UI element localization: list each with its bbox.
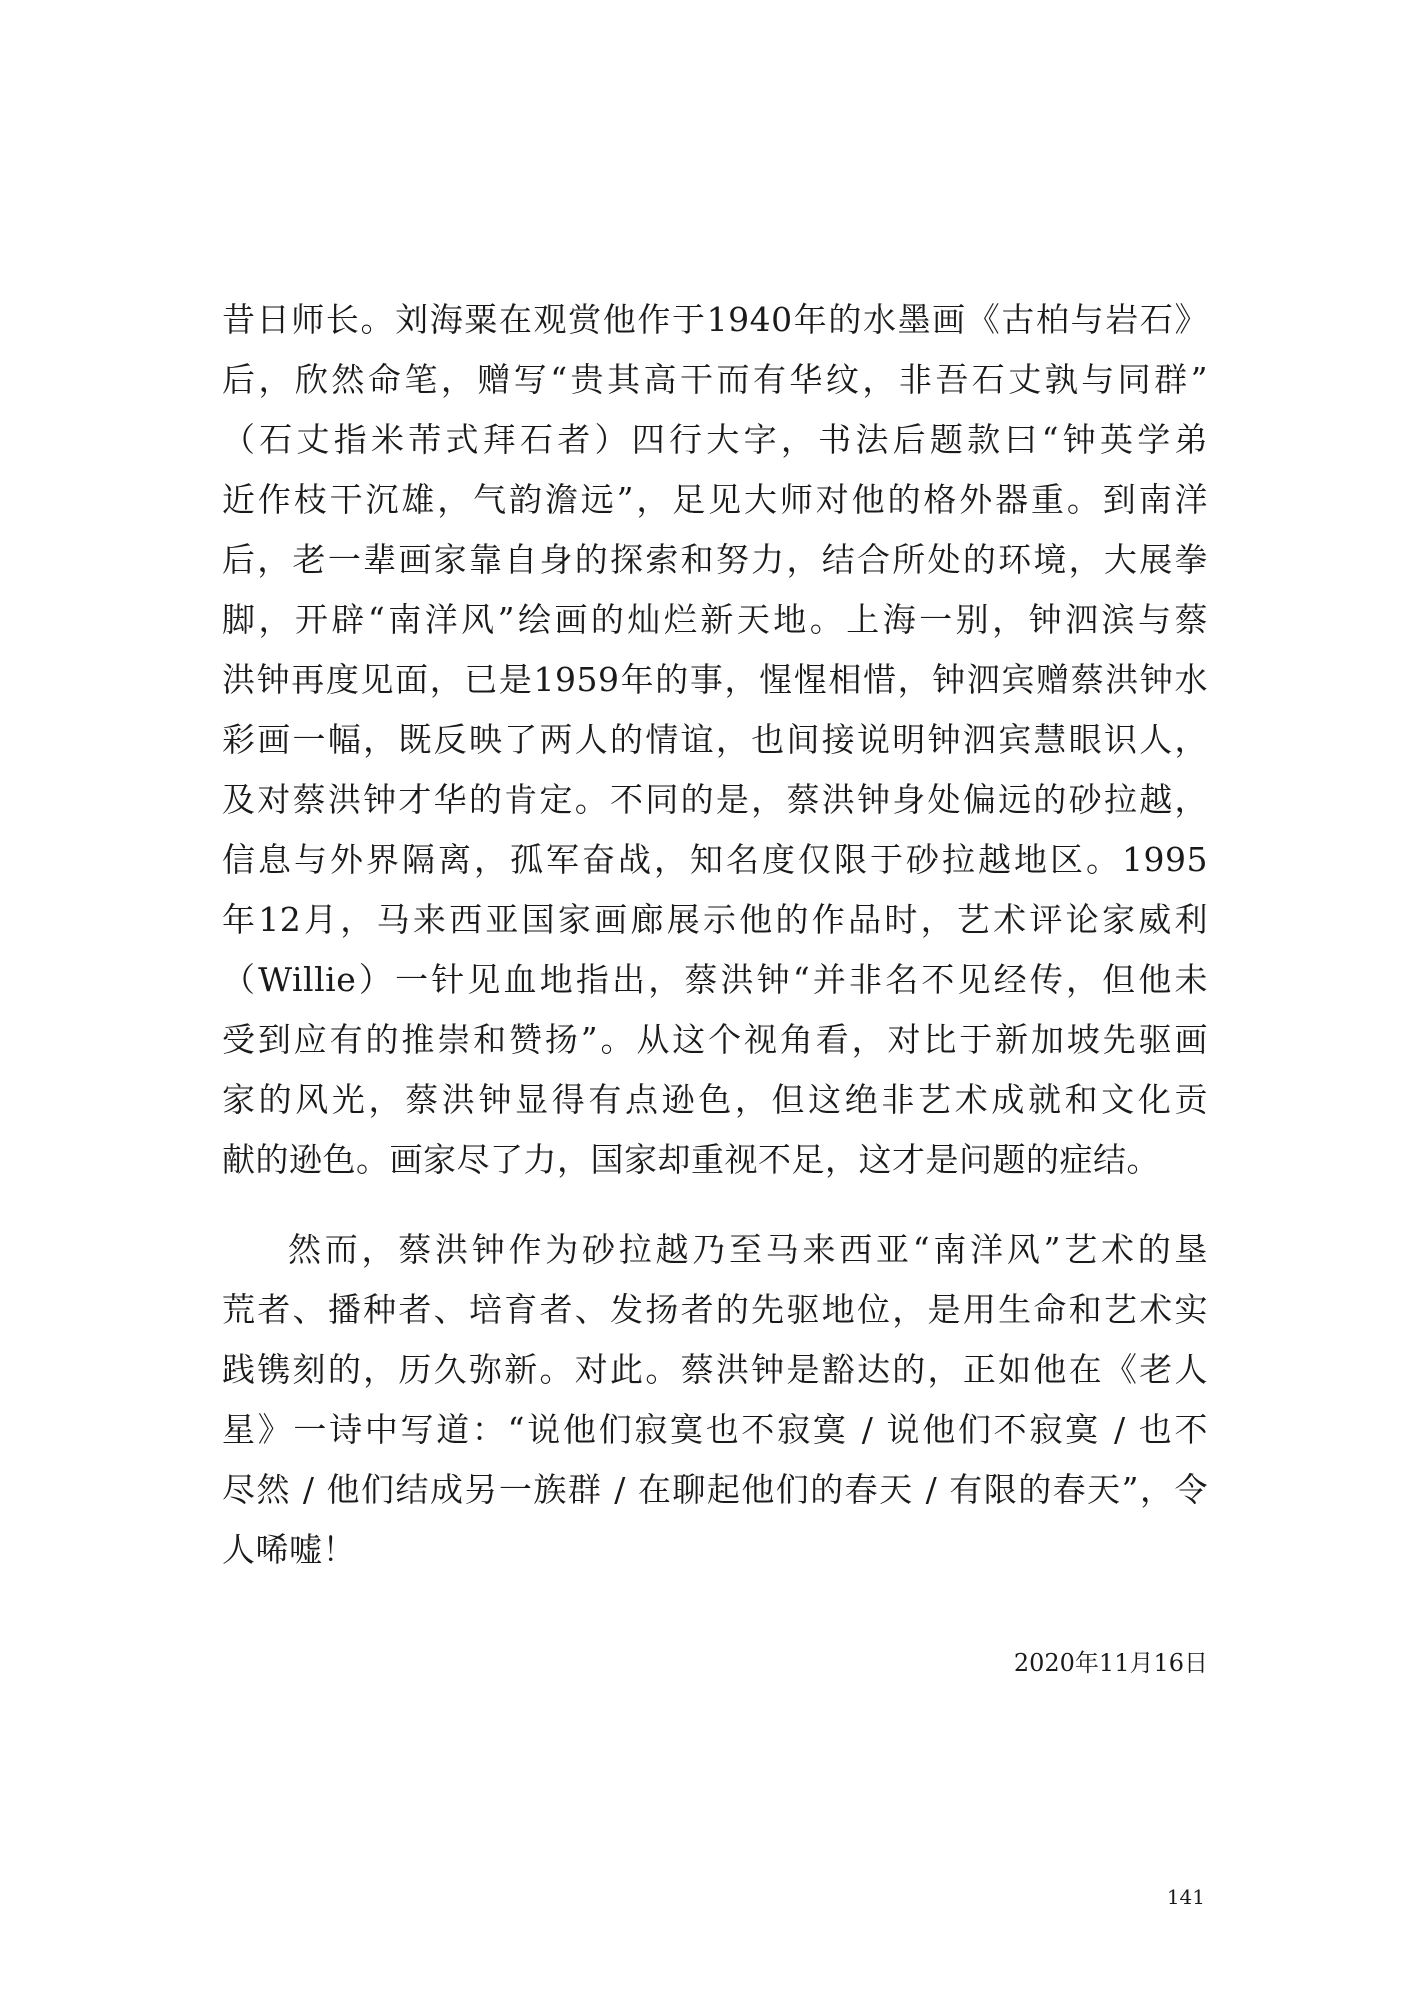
text-line: 献的逊色。画家尽了力，国家却重视不足，这才是问题的症结。	[222, 1140, 1160, 1179]
text-line: 荒者、播种者、培育者、发扬者的先驱地位，是用生命和艺术实	[222, 1290, 1208, 1329]
text-line: 年12月，马来西亚国家画廊展示他的作品时，艺术评论家威利	[222, 900, 1208, 939]
paragraph-1	[222, 290, 1208, 1190]
text-line: （Willie）一针见血地指出，蔡洪钟“并非名不见经传，但他未	[222, 960, 1208, 999]
text-line: 星》一诗中写道：“说他们寂寞也不寂寞 / 说他们不寂寞 / 也不	[222, 1410, 1208, 1449]
text-line: 信息与外界隔离，孤军奋战，知名度仅限于砂拉越地区。1995	[222, 840, 1208, 879]
text-line: 洪钟再度见面，已是1959年的事，惺惺相惜，钟泗宾赠蔡洪钟水	[222, 660, 1208, 699]
text-line: 尽然 / 他们结成另一族群 / 在聊起他们的春天 / 有限的春天”，令	[222, 1470, 1208, 1509]
paragraph-2	[222, 1220, 1208, 1580]
text-line: 彩画一幅，既反映了两人的情谊，也间接说明钟泗宾慧眼识人，	[222, 720, 1208, 759]
body-text	[222, 290, 1208, 1580]
text-line: 后，老一辈画家靠自身的探索和努力，结合所处的环境，大展拳	[222, 540, 1208, 579]
text-line: 近作枝干沉雄，气韵澹远”，足见大师对他的格外器重。到南洋	[222, 480, 1208, 519]
text-line: 人唏嘘！	[222, 1530, 356, 1569]
text-line: 脚，开辟“南洋风”绘画的灿烂新天地。上海一别，钟泗滨与蔡	[222, 600, 1208, 639]
text-line: 及对蔡洪钟才华的肯定。不同的是，蔡洪钟身处偏远的砂拉越，	[222, 780, 1208, 819]
text-line: 家的风光，蔡洪钟显得有点逊色，但这绝非艺术成就和文化贡	[222, 1080, 1208, 1119]
text-line: 受到应有的推崇和赞扬”。从这个视角看，对比于新加坡先驱画	[222, 1020, 1208, 1059]
date-signature: 2020年11月16日	[1013, 1649, 1208, 1677]
text-line: （石丈指米芾式拜石者）四行大字，书法后题款曰“钟英学弟	[222, 420, 1208, 459]
text-line: 然而，蔡洪钟作为砂拉越乃至马来西亚“南洋风”艺术的垦	[288, 1230, 1208, 1269]
text-line: 昔日师长。刘海粟在观赏他作于1940年的水墨画《古柏与岩石》	[222, 300, 1208, 339]
text-line: 后，欣然命笔，赠写“贵其高干而有华纹，非吾石丈孰与同群”	[222, 360, 1208, 399]
page-number: 141	[1166, 1885, 1205, 1909]
text-line: 践镌刻的，历久弥新。对此。蔡洪钟是豁达的，正如他在《老人	[222, 1350, 1208, 1389]
paragraph-spacer	[222, 1190, 1208, 1220]
